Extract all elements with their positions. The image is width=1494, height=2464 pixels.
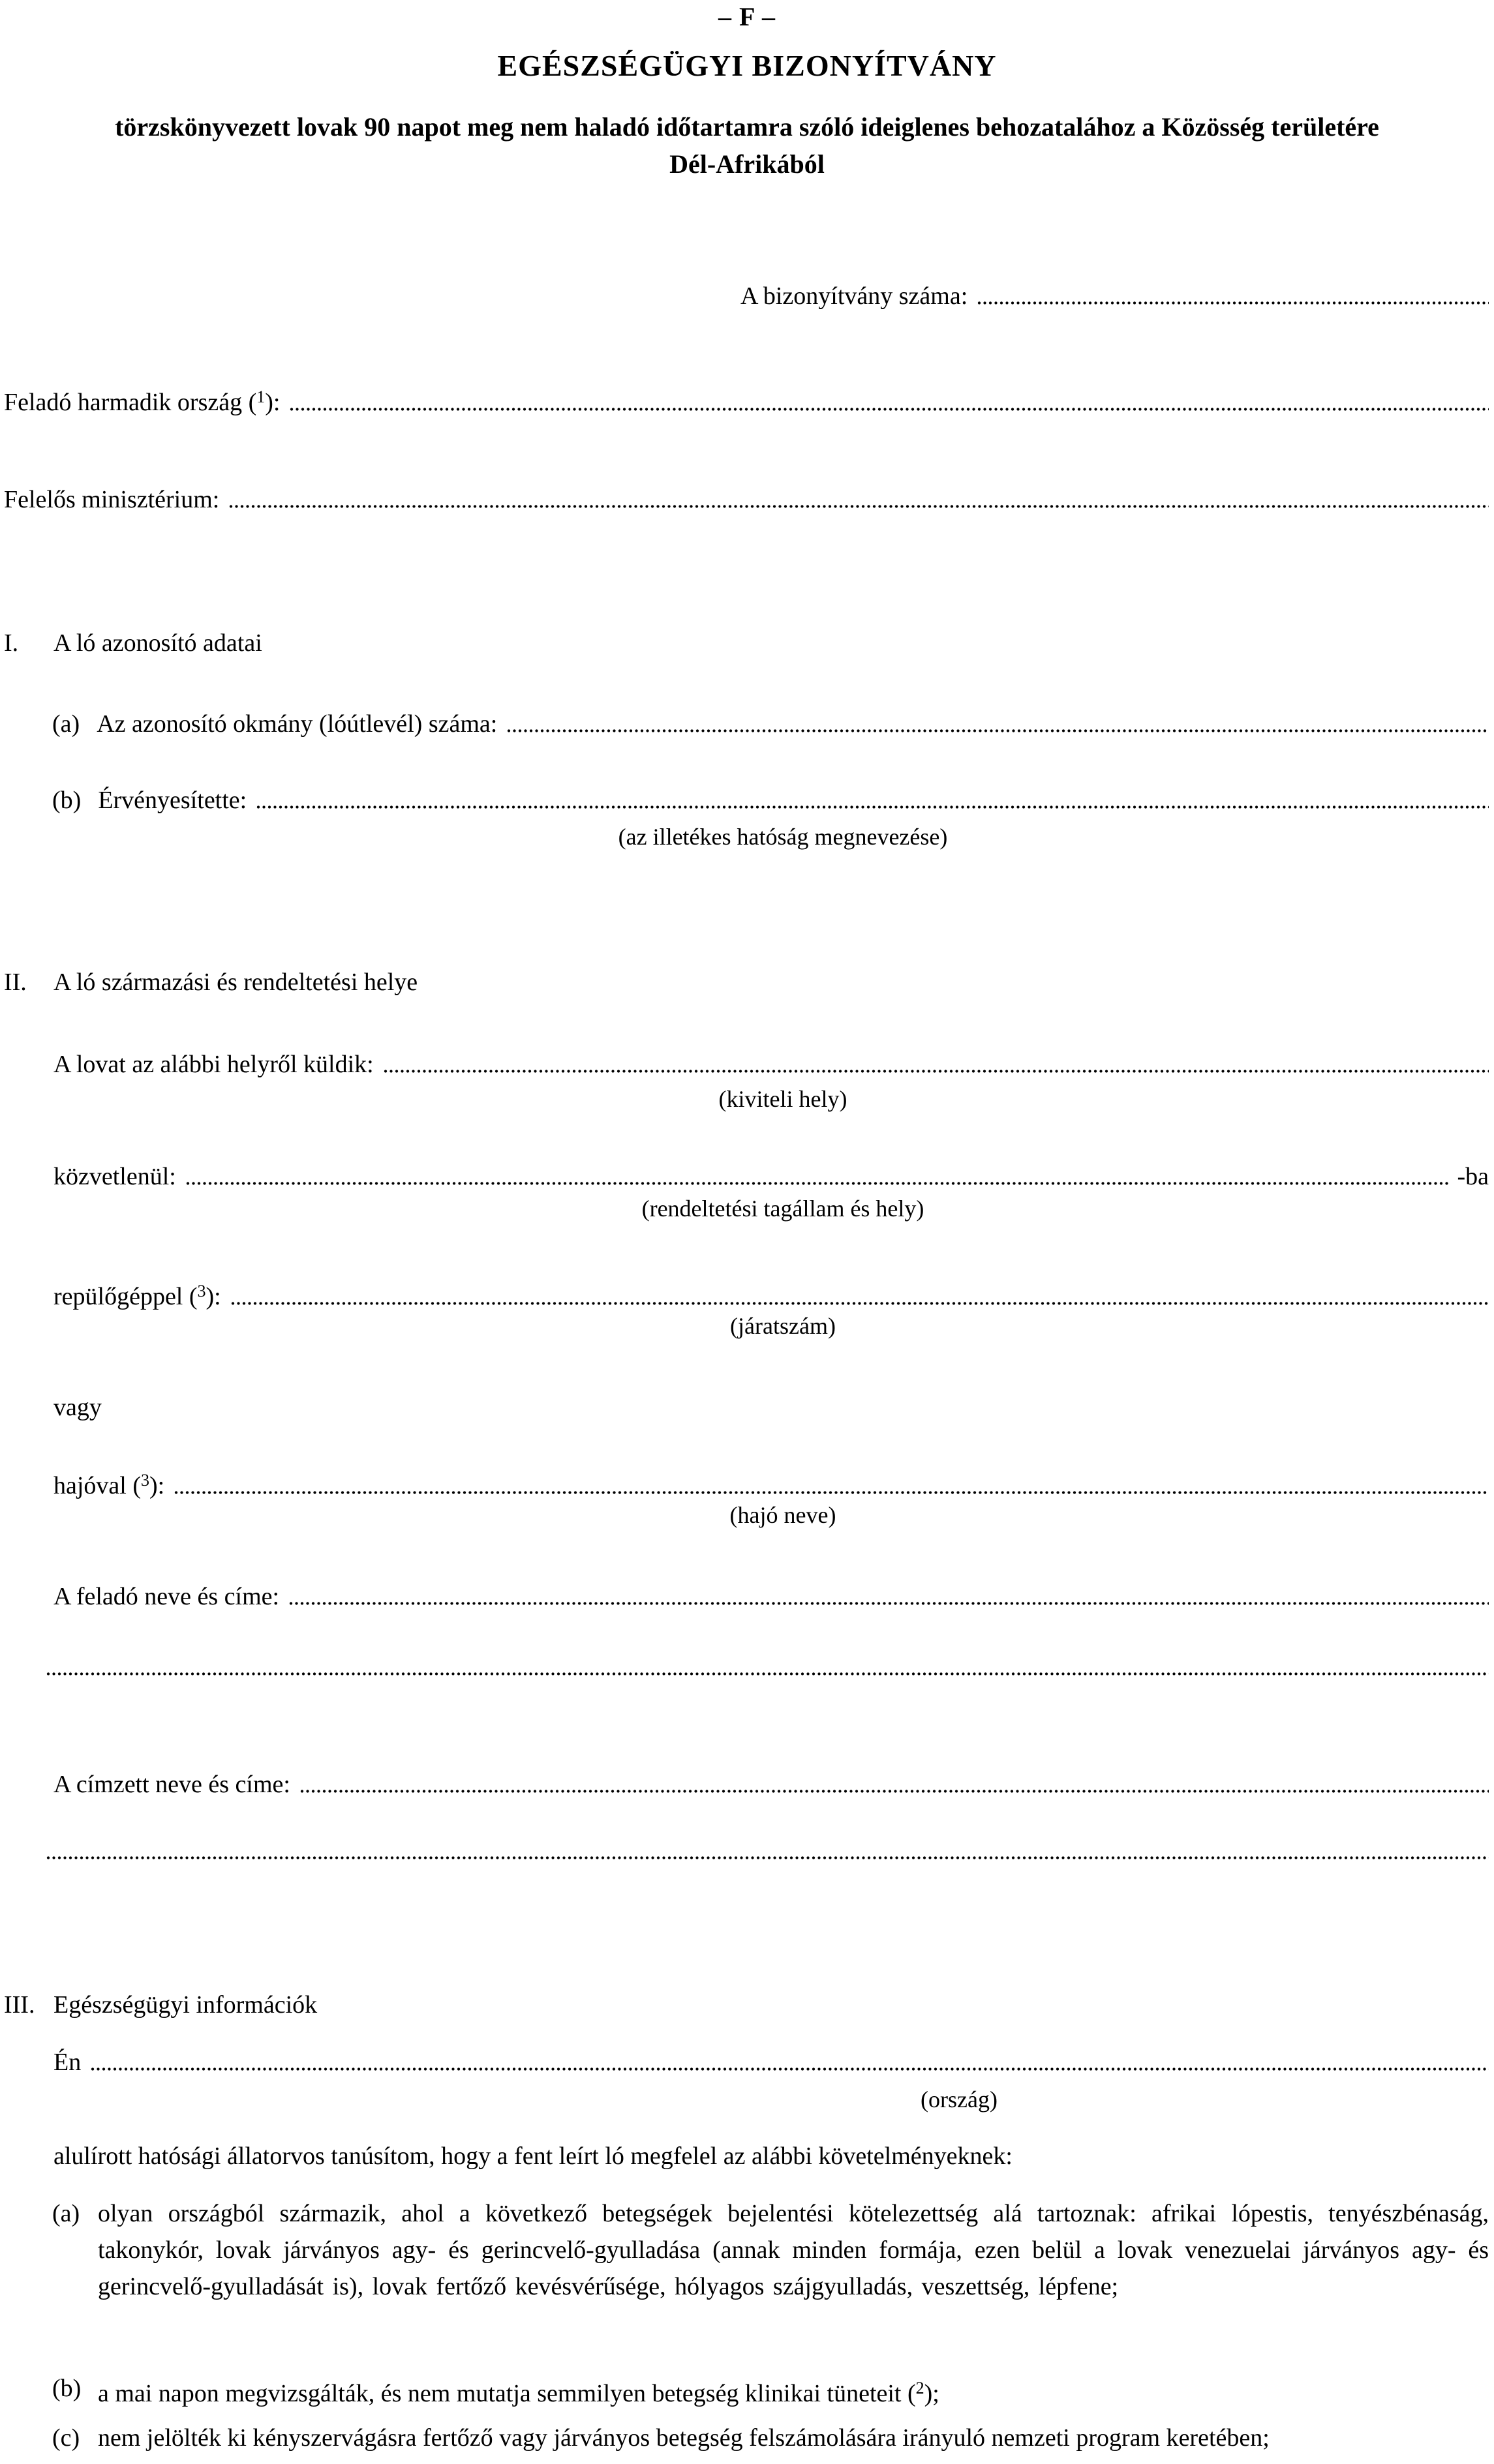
section-iii-title: Egészségügyi információk [53,1991,318,2019]
ship-name-caption: (hajó neve) [729,1502,836,1528]
requirement-item-b [52,2370,1489,2412]
country-caption: (ország) [921,2086,998,2112]
consignee-blank-line-2 [46,1855,1489,1867]
document-subtitle [0,108,1494,183]
certificate-number-row [740,280,1489,312]
requirement-c-text: nem jelölték ki kényszervágásra fertőző vagy járványos betegség felszámolására irányuló nemzeti program keretében; [98,2424,1270,2452]
direct-destination-blank-field [185,1180,1451,1186]
requirement-b-marker: (b) [52,2375,82,2402]
consignee-row [53,1769,1489,1800]
attestation-intro: alulírott hatósági állatorvos tanúsítom, hogy a fent leírt ló megfelel az alábbi követelményeknek: [53,2142,1013,2170]
item-a-marker: (a) [52,710,80,738]
requirement-item-a [52,2195,1489,2305]
consignee-label: A címzett neve és címe: [53,1771,290,1798]
requirement-b-text: a mai napon megvizsgálták, és nem mutatja semmilyen betegség klinikai tüneteit ($^2$); [98,2379,939,2407]
footnote-1-ref: 1 [256,387,266,406]
direct-suffix: -ba [1457,1163,1489,1190]
ministry-row [4,484,1489,515]
competent-authority-caption: (az illetékes hatóság megnevezése) [618,824,948,850]
document-subtitle-line1: törzskönyvezett lovak 90 napot meg nem haladó időtartamra szóló ideiglenes behozatalához a Közösség területére [115,112,1379,142]
dispatch-place-label: A lovat az alábbi helyről küldik: [53,1051,374,1078]
undersigned-label: Én [53,2049,82,2076]
undersigned-name-blank-field [90,2066,1489,2072]
validated-by-blank-field [256,804,1489,810]
consignor-row [53,1581,1489,1612]
document-subtitle-line2: Dél-Afrikából [669,149,825,179]
item-b-marker: (b) [52,787,82,814]
direct-label: közvetlenül: [53,1163,176,1190]
dispatch-place-blank-field [383,1068,1489,1074]
consignor-blank-field [288,1600,1489,1606]
section-i-title: A ló azonosító adatai [53,629,262,657]
consignor-blank-line-2 [46,1671,1489,1683]
or-label: vagy [53,1394,102,1421]
aircraft-row [53,1276,1489,1312]
requirement-item-c [52,2420,1489,2456]
section-iii-heading [4,1989,317,2021]
consignee-blank-field-2 [46,1855,1489,1861]
ministry-label: Felelős minisztérium: [4,486,220,513]
direct-destination-row [53,1161,1489,1192]
consignee-blank-field [299,1788,1489,1794]
flight-number-caption: (járatszám) [730,1313,836,1339]
aircraft-label: repülőgéppel ($^3$): [53,1282,221,1310]
ship-name-blank-field [174,1490,1489,1495]
sender-country-row [4,382,1489,418]
section-ii-number: II. [4,969,27,996]
consignor-blank-field-2 [46,1671,1489,1677]
validated-by-label: Érvényesítette: [98,787,247,814]
undersigned-row [53,2047,1489,2078]
ministry-blank-field [228,503,1489,509]
sender-country-blank-field [289,406,1489,412]
export-place-caption: (kiviteli hely) [718,1086,847,1112]
certificate-number-blank-field [977,300,1489,306]
section-i-heading [4,627,262,659]
flight-number-blank-field [230,1300,1489,1306]
footnote-3-ref-plane: 3 [197,1282,206,1300]
dispatch-place-row [53,1049,1489,1080]
footnote-2-ref: 2 [915,2379,924,2397]
section-i-number: I. [4,629,19,657]
certificate-number-label: A bizonyítvány száma: [740,282,968,310]
annex-marker: – F – [718,2,776,31]
section-ii-title: A ló származási és rendeltetési helye [53,969,418,996]
consignor-label: A feladó neve és címe: [53,1583,280,1610]
sender-country-label: Feladó harmadik ország ($^1$): [4,387,281,416]
identity-document-blank-field [506,728,1489,734]
validated-by-row [52,785,1489,816]
destination-state-caption: (rendeltetési tagállam és hely) [641,1195,924,1222]
requirement-a-marker: (a) [52,2200,80,2227]
requirement-c-marker: (c) [52,2424,80,2452]
requirement-a-text: olyan országból származik, ahol a következő betegségek bejelentési kötelezettség alá tartoznak: afrikai lópestis, tenyészbénaság, takonykór, lovak járványos agy- és gerincvelő-gyulladása (annak minden formája, ezen belül a lovak venezuelai járványos agy- és gerincvelő-gyulladását is), lovak fertőző kevésvérűsége, hólyagos szájgyulladás, veszettség, lépfene; [98,2200,1489,2300]
section-iii-number: III. [4,1991,35,2019]
footnote-3-ref-ship: 3 [141,1471,150,1490]
document-title: EGÉSZSÉGÜGYI BIZONYÍTVÁNY [497,49,997,82]
ship-row [53,1465,1489,1501]
identity-document-row [52,708,1489,740]
identity-document-label: Az azonosító okmány (lóútlevél) száma: [97,710,498,738]
section-ii-heading [4,967,418,998]
ship-label: hajóval ($^3$): [53,1471,165,1499]
